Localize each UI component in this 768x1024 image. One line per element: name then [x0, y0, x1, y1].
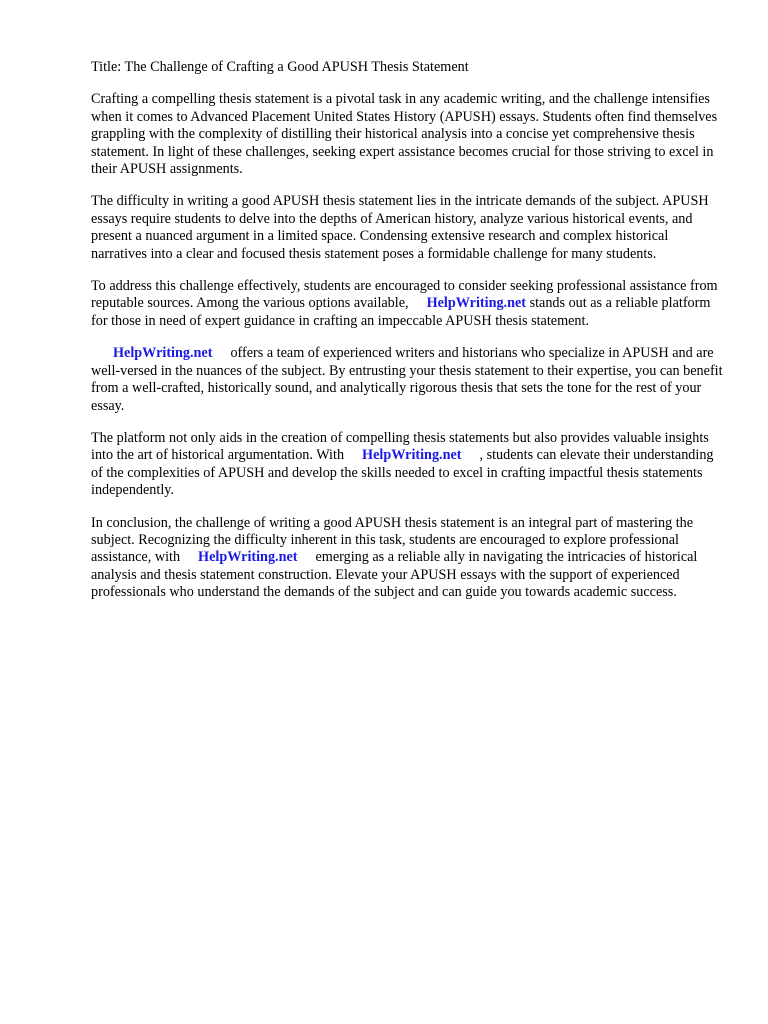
- paragraph-conclusion: [91, 515, 725, 602]
- paragraph-text: To address this challenge effectively, students are encouraged to consider seeking professional assistance from reputable sources. Among the various options available,: [91, 278, 718, 312]
- paragraph-team: [91, 345, 725, 415]
- paragraph-text: stands out as a reliable platform for those in need of expert guidance in crafting an impeccable APUSH thesis statement.: [91, 295, 711, 329]
- helpwriting-link[interactable]: HelpWriting.net: [198, 549, 298, 566]
- document-page: [91, 59, 725, 617]
- helpwriting-link[interactable]: HelpWriting.net: [426, 295, 527, 312]
- paragraph-address-challenge: [91, 278, 725, 330]
- document-title: Title: The Challenge of Crafting a Good APUSH Thesis Statement: [91, 59, 469, 75]
- paragraph-text: In conclusion, the challenge of writing a good APUSH thesis statement is an integral part of mastering the subject. Recognizing the difficulty inherent in this task, students are encouraged to explore professional assistance, with: [91, 514, 694, 566]
- paragraph-platform: [91, 430, 725, 500]
- helpwriting-link[interactable]: HelpWriting.net: [113, 345, 213, 362]
- helpwriting-link[interactable]: HelpWriting.net: [362, 447, 462, 464]
- paragraph-difficulty: The difficulty in writing a good APUSH thesis statement lies in the intricate demands of the subject. APUSH essays require students to delve into the depths of American history, analyze various historical events, and present a nuanced argument in a limited space. Condensing extensive research and complex historical narratives into a clear and focused thesis statement poses a formidable challenge for many students.: [91, 193, 709, 262]
- paragraph-intro: Crafting a compelling thesis statement is a pivotal task in any academic writing, and the challenge intensifies when it comes to Advanced Placement United States History (APUSH) essays. Students often find themselves grappling with the complexity of distilling their historical analysis into a concise yet comprehensive thesis statement. In light of these challenges, seeking expert assistance becomes crucial for those striving to excel in their APUSH assignments.: [91, 91, 718, 178]
- paragraph-text: offers a team of experienced writers and historians who specialize in APUSH and are well-versed in the nuances of the subject. By entrusting your thesis statement to their expertise, you can benefit from a well-crafted, historically sound, and analytically rigorous thesis that sets the tone for the rest of your essay.: [91, 345, 723, 414]
- paragraph-text: emerging as a reliable ally in navigating the intricacies of historical analysis and thesis statement construction. Elevate your APUSH essays with the support of experienced professionals who understand the demands of the subject and can guide you towards academic success.: [91, 549, 698, 601]
- paragraph-text: The platform not only aids in the creation of compelling thesis statements but also provides valuable insights into the art of historical argumentation. With: [91, 429, 709, 464]
- paragraph-text: , students can elevate their understanding of the complexities of APUSH and develop the skills needed to excel in crafting impactful thesis statements independently.: [91, 447, 714, 499]
